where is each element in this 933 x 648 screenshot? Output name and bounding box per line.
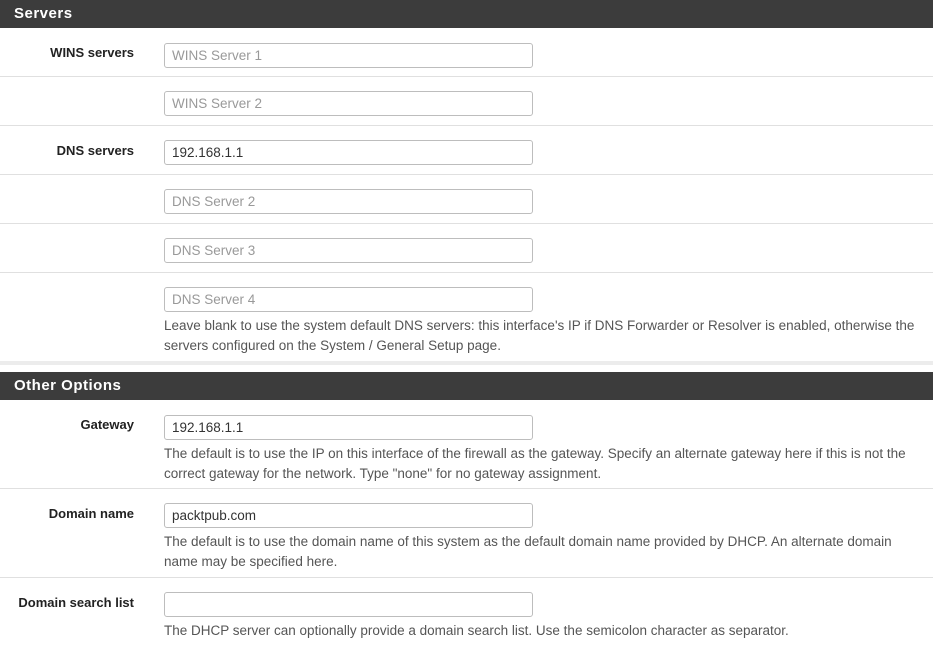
domain-name-help: The default is to use the domain name of this system as the default domain name provided by DHCP. An alternate domain name may be specified here. — [164, 534, 892, 569]
dns-server-2-row — [0, 175, 933, 224]
domain-name-row — [0, 489, 933, 578]
other-options-panel — [0, 372, 933, 642]
wins-server-2-row — [0, 77, 933, 126]
wins-server-1-row — [0, 28, 933, 77]
domain-search-list-help: The DHCP server can optionally provide a domain search list. Use the semicolon character as separator. — [164, 623, 789, 638]
servers-heading: Servers — [0, 0, 933, 28]
gateway-row — [0, 400, 933, 489]
dns-server-4-row — [0, 273, 933, 361]
domain-name-input[interactable] — [164, 503, 533, 528]
wins-server-1-input[interactable] — [164, 43, 533, 68]
domain-name-label: Domain name — [48, 506, 134, 521]
domain-search-list-label: Domain search list — [18, 595, 134, 610]
gateway-help: The default is to use the IP on this interface of the firewall as the gateway. Specify an alternate gateway here if this is not the correct gateway for the network. Type "none" for no gateway assignment. — [164, 446, 906, 481]
dns-servers-label: DNS servers — [56, 143, 134, 158]
domain-search-list-row — [0, 578, 933, 642]
wins-servers-label: WINS servers — [50, 45, 134, 60]
domain-search-list-input[interactable] — [164, 592, 533, 617]
dns-server-2-input[interactable] — [164, 189, 533, 214]
dns-server-1-row — [0, 126, 933, 175]
section-divider — [0, 361, 933, 372]
dns-server-3-row — [0, 224, 933, 273]
wins-server-2-input[interactable] — [164, 91, 533, 116]
gateway-input[interactable] — [164, 415, 533, 440]
dns-server-4-input[interactable] — [164, 287, 533, 312]
dns-servers-help: Leave blank to use the system default DNS servers: this interface's IP if DNS Forwarder or Resolver is enabled, otherwise the servers configured on the System / General Setup page. — [164, 318, 915, 353]
dns-server-3-input[interactable] — [164, 238, 533, 263]
dns-server-1-input[interactable] — [164, 140, 533, 165]
other-options-heading: Other Options — [0, 372, 933, 400]
gateway-label: Gateway — [80, 417, 134, 432]
